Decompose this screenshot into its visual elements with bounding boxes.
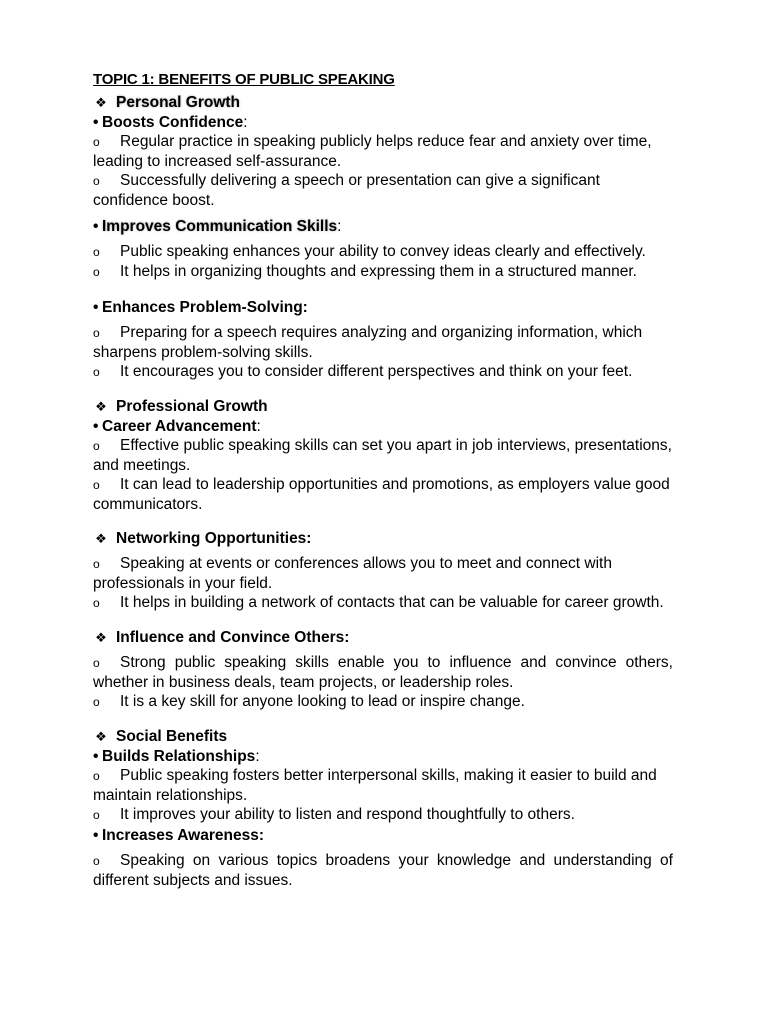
circle-bullet-icon: o — [93, 854, 100, 868]
bullet-item-problem-solving — [93, 298, 673, 317]
circle-bullet-icon: o — [93, 769, 100, 783]
sub-point-text: It improves your ability to listen and respond thoughtfully to others. — [120, 806, 575, 823]
sub-point-text: Preparing for a speech requires analyzing and organizing information, which sharpens problem-solving skills. — [93, 324, 643, 361]
sub-point — [93, 805, 673, 825]
circle-bullet-icon: o — [93, 557, 100, 571]
sub-point — [93, 851, 673, 890]
sub-point-text: Strong public speaking skills enable you to influence and convince others, whether in business deals, team projects, or leadership roles. — [93, 654, 673, 691]
sub-point — [93, 323, 673, 362]
bullet-label: Enhances Problem-Solving: — [102, 299, 308, 316]
circle-bullet-icon: o — [93, 174, 100, 188]
circle-bullet-icon: o — [93, 596, 100, 610]
bullet-colon: : — [256, 418, 261, 435]
bullet-icon: • — [93, 827, 99, 844]
bullet-item-career-advancement — [93, 417, 673, 436]
sub-point-text: Effective public speaking skills can set you apart in job interviews, presentations, and meetings. — [93, 437, 672, 474]
section-heading-text: Personal Growth — [116, 94, 241, 111]
bullet-label: Boosts Confidence — [102, 114, 244, 131]
page-title: TOPIC 1: BENEFITS OF PUBLIC SPEAKING — [93, 71, 395, 88]
sub-point-text: Speaking on various topics broadens your knowledge and understanding of different subjects and issues. — [93, 852, 673, 889]
sub-point-text: Public speaking fosters better interpersonal skills, making it easier to build and maintain relationships. — [93, 767, 657, 804]
sub-point — [93, 171, 673, 210]
sub-point-text: It is a key skill for anyone looking to lead or inspire change. — [120, 693, 525, 710]
sub-point — [93, 242, 673, 262]
sub-point — [93, 692, 673, 712]
sub-point-text: It encourages you to consider different perspectives and think on your feet. — [120, 363, 633, 380]
bullet-icon: • — [93, 299, 99, 316]
sub-point-text: Successfully delivering a speech or presentation can give a significant confidence boost. — [93, 172, 600, 209]
sub-point-text: It can lead to leadership opportunities and promotions, as employers value good communicators. — [93, 476, 670, 513]
circle-bullet-icon: o — [93, 808, 100, 822]
bullet-label: Career Advancement — [102, 418, 257, 435]
sub-point — [93, 593, 673, 613]
sub-point-text: Public speaking enhances your ability to convey ideas clearly and effectively. — [120, 243, 646, 260]
sub-point — [93, 475, 673, 514]
circle-bullet-icon: o — [93, 656, 100, 670]
bullet-label: Builds Relationships — [102, 748, 256, 765]
diamond-bullet-icon: ❖ — [95, 399, 107, 414]
sub-point-text: Regular practice in speaking publicly helps reduce fear and anxiety over time, leading to increased self-assurance. — [93, 133, 652, 170]
bullet-label: Increases Awareness: — [102, 827, 264, 844]
circle-bullet-icon: o — [93, 478, 100, 492]
bullet-colon: : — [243, 114, 248, 131]
section-heading-text: Social Benefits — [116, 728, 228, 745]
diamond-bullet-icon: ❖ — [95, 531, 107, 546]
section-heading-social-benefits — [93, 727, 673, 746]
sub-point — [93, 766, 673, 805]
bullet-item-builds-relationships — [93, 747, 673, 766]
section-heading-personal-growth — [93, 93, 673, 112]
sub-point — [93, 262, 673, 282]
bullet-icon: • — [93, 748, 99, 765]
sub-point — [93, 362, 673, 382]
bullet-item-improves-communication — [93, 217, 673, 236]
circle-bullet-icon: o — [93, 439, 100, 453]
bullet-icon: • — [93, 418, 99, 435]
bullet-label: Improves Communication Skills — [102, 218, 338, 235]
circle-bullet-icon: o — [93, 365, 100, 379]
section-heading-text: Professional Growth — [116, 398, 268, 415]
circle-bullet-icon: o — [93, 695, 100, 709]
sub-point — [93, 436, 673, 475]
circle-bullet-icon: o — [93, 245, 100, 259]
sub-point — [93, 554, 673, 593]
circle-bullet-icon: o — [93, 265, 100, 279]
document-body — [93, 70, 673, 890]
sub-point-text: It helps in building a network of contacts that can be valuable for career growth. — [120, 594, 664, 611]
bullet-item-boosts-confidence — [93, 113, 673, 132]
bullet-colon: : — [255, 748, 260, 765]
bullet-icon: • — [93, 114, 99, 131]
circle-bullet-icon: o — [93, 326, 100, 340]
section-heading-text: Influence and Convince Others: — [116, 629, 350, 646]
bullet-item-increases-awareness — [93, 826, 673, 845]
sub-point-text: Speaking at events or conferences allows you to meet and connect with professionals in your field. — [93, 555, 612, 592]
bullet-icon: • — [93, 218, 99, 235]
section-heading-text: Networking Opportunities: — [116, 530, 312, 547]
section-heading-influence — [93, 628, 673, 647]
sub-point — [93, 653, 673, 692]
diamond-bullet-icon: ❖ — [95, 95, 107, 110]
diamond-bullet-icon: ❖ — [95, 729, 107, 744]
diamond-bullet-icon: ❖ — [95, 630, 107, 645]
sub-point-text: It helps in organizing thoughts and expressing them in a structured manner. — [120, 263, 637, 280]
section-heading-professional-growth — [93, 397, 673, 416]
bullet-colon: : — [337, 218, 342, 235]
sub-point — [93, 132, 673, 171]
circle-bullet-icon: o — [93, 135, 100, 149]
section-heading-networking — [93, 529, 673, 548]
